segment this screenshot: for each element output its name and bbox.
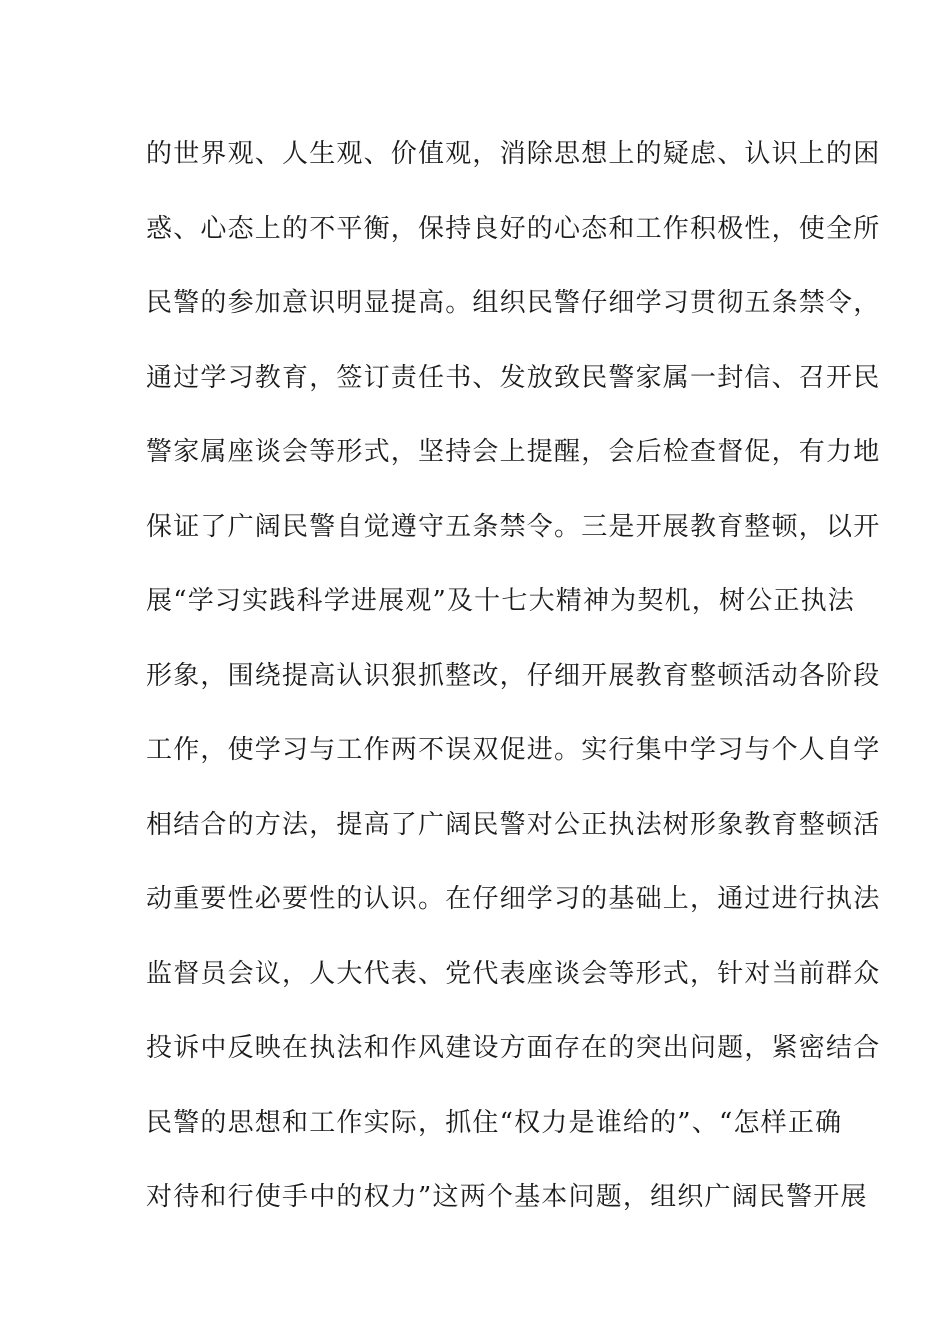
text-line: 展“学习实践科学进展观”及十七大精神为契机，树公正执法	[146, 586, 855, 616]
text-line: 对待和行使手中的权力”这两个基本问题，组织广阔民警开展	[146, 1182, 868, 1212]
text-line: 保证了广阔民警自觉遵守五条禁令。三是开展教育整顿，以开	[146, 511, 881, 542]
text-line: 动重要性必要性的认识。在仔细学习的基础上，通过进行执法	[146, 884, 881, 914]
text-line: 形象，围绕提高认识狠抓整改，仔细开展教育整顿活动各阶段	[146, 660, 881, 691]
body-text	[146, 132, 881, 1250]
text-line: 的世界观、人生观、价值观，消除思想上的疑虑、认识上的困	[146, 139, 881, 169]
text-line: 惑、心态上的不平衡，保持良好的心态和工作积极性，使全所	[146, 213, 881, 244]
text-line: 工作，使学习与工作两不误双促进。实行集中学习与个人自学	[146, 735, 881, 765]
text-line: 通过学习教育，签订责任书、发放致民警家属一封信、召开民	[146, 362, 881, 393]
text-line: 投诉中反映在执法和作风建设方面存在的突出问题，紧密结合	[146, 1033, 881, 1063]
text-line: 民警的思想和工作实际，抓住“权力是谁给的”、“怎样正确	[146, 1107, 843, 1138]
text-line: 监督员会议，人大代表、党代表座谈会等形式，针对当前群众	[146, 958, 881, 989]
text-line: 警家属座谈会等形式，坚持会上提醒，会后检查督促，有力地	[146, 437, 881, 467]
text-line: 相结合的方法，提高了广阔民警对公正执法树形象教育整顿活	[146, 809, 881, 840]
text-line: 民警的参加意识明显提高。组织民警仔细学习贯彻五条禁令，	[146, 288, 881, 318]
